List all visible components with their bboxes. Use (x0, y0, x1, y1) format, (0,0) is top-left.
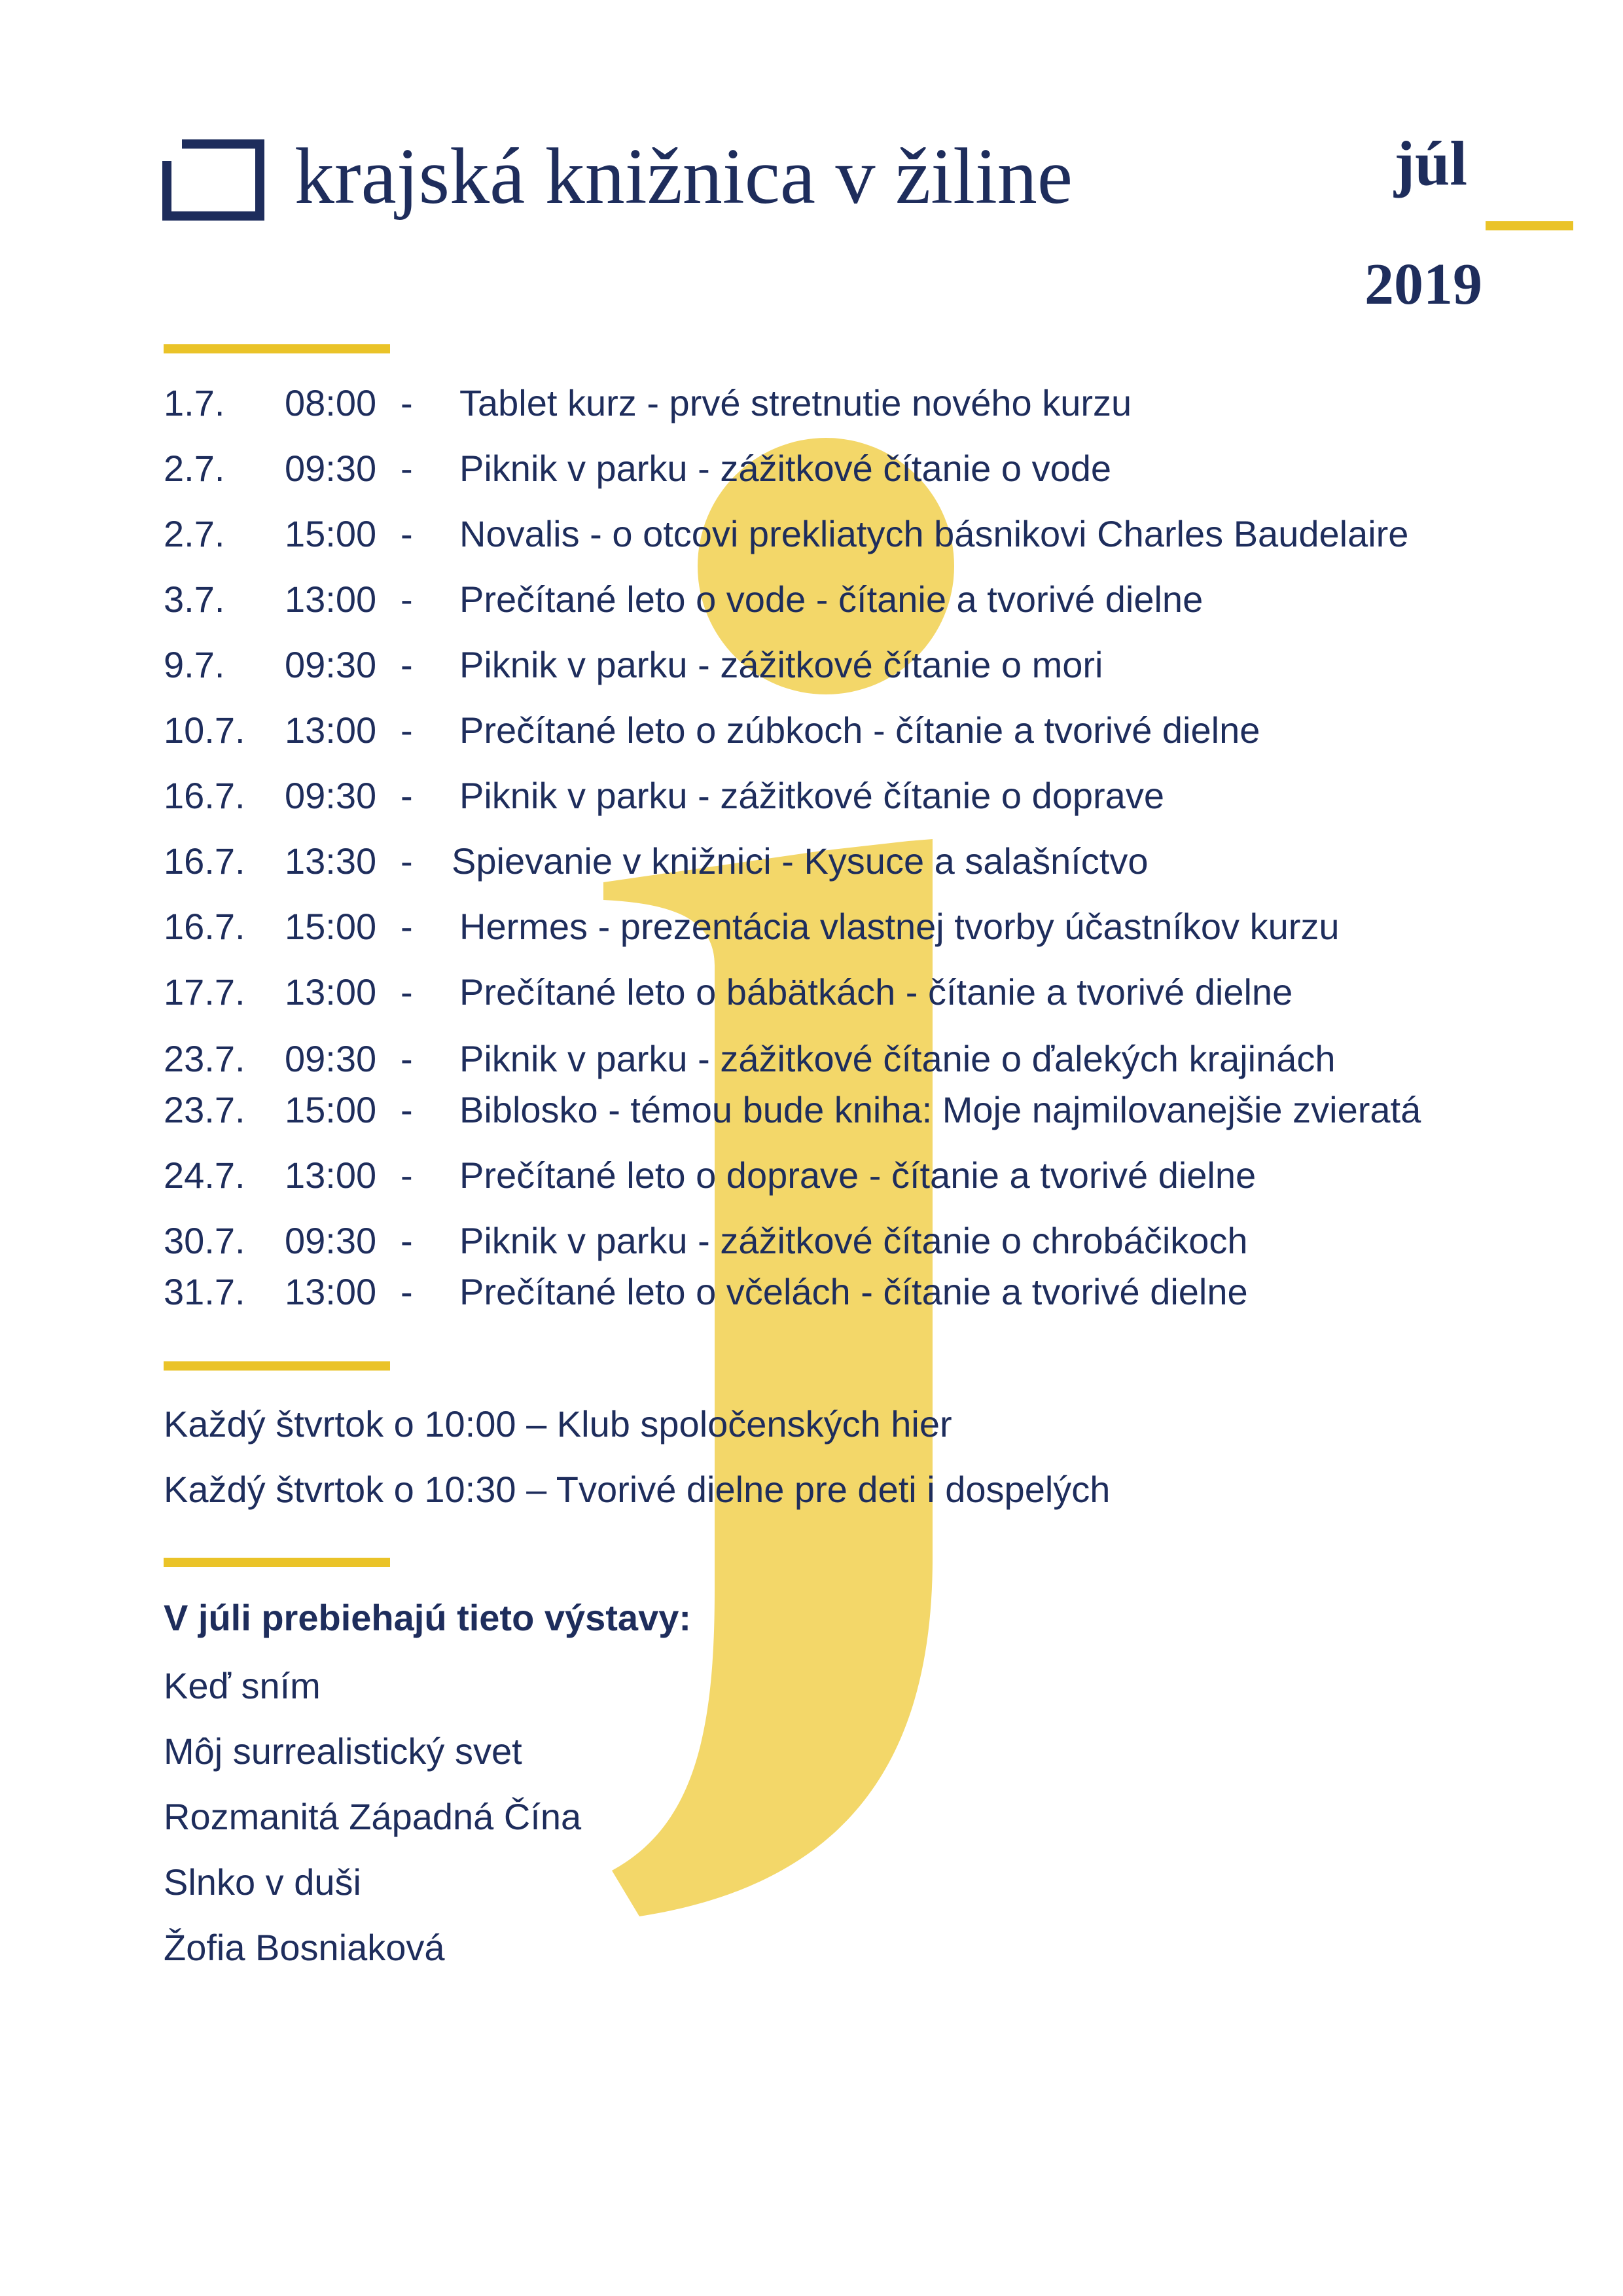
event-time: 13:30 (285, 840, 377, 882)
event-dash: - (401, 1155, 413, 1196)
exhibition-item: Žofia Bosniaková (164, 1927, 445, 1968)
weekly-event: Každý štvrtok o 10:00 – Klub spoločenských hier (164, 1403, 952, 1444)
event-dash: - (401, 1038, 413, 1079)
event-title: Prečítané leto o včelách - čítanie a tvorivé dielne (459, 1271, 1248, 1312)
event-time: 15:00 (285, 513, 377, 554)
library-name: krajská knižnica v žiline (294, 132, 1073, 221)
weekly-event: Každý štvrtok o 10:30 – Tvorivé dielne pre deti i dospelých (164, 1469, 1111, 1510)
event-title: Prečítané leto o vode - čítanie a tvorivé dielne (459, 579, 1204, 620)
event-time: 09:30 (285, 1038, 377, 1079)
event-dash: - (401, 513, 413, 554)
event-date: 16.7. (164, 775, 245, 816)
event-time: 13:00 (285, 1155, 377, 1196)
event-time: 13:00 (285, 579, 377, 620)
divider-line (164, 1361, 390, 1371)
exhibition-item: Slnko v duši (164, 1861, 361, 1903)
event-date: 9.7. (164, 644, 225, 685)
event-title: Spievanie v knižnici - Kysuce a salašníctvo (452, 840, 1149, 882)
year-label: 2019 (1364, 252, 1482, 317)
event-title: Prečítané leto o bábätkách - čítanie a tvorivé dielne (459, 971, 1293, 1013)
event-title: Piknik v parku - zážitkové čítanie o chrobáčikoch (459, 1220, 1248, 1261)
event-date: 31.7. (164, 1271, 245, 1312)
event-time: 13:00 (285, 1271, 377, 1312)
exhibition-item: Keď sním (164, 1665, 321, 1706)
month-label: júl (1394, 128, 1468, 198)
event-date: 17.7. (164, 971, 245, 1013)
event-title: Biblosko - témou bude kniha: Moje najmilovanejšie zvieratá (459, 1089, 1421, 1130)
event-date: 1.7. (164, 382, 225, 423)
event-date: 2.7. (164, 513, 225, 554)
divider-line (164, 344, 390, 353)
event-title: Novalis - o otcovi prekliatych básnikovi Charles Baudelaire (459, 513, 1409, 554)
event-date: 16.7. (164, 840, 245, 882)
event-dash: - (401, 840, 413, 882)
event-title: Prečítané leto o zúbkoch - čítanie a tvorivé dielne (459, 709, 1260, 751)
event-title: Prečítané leto o doprave - čítanie a tvorivé dielne (459, 1155, 1257, 1196)
event-title: Piknik v parku - zážitkové čítanie o vode (459, 448, 1112, 489)
event-time: 09:30 (285, 644, 377, 685)
event-dash: - (401, 644, 413, 685)
event-date: 2.7. (164, 448, 225, 489)
event-date: 24.7. (164, 1155, 245, 1196)
event-time: 15:00 (285, 1089, 377, 1130)
event-title: Hermes - prezentácia vlastnej tvorby účastníkov kurzu (459, 906, 1340, 947)
event-dash: - (401, 579, 413, 620)
event-title: Piknik v parku - zážitkové čítanie o doprave (459, 775, 1164, 816)
event-dash: - (401, 775, 413, 816)
exhibition-item: Môj surrealistický svet (164, 1731, 522, 1772)
event-date: 23.7. (164, 1038, 245, 1079)
event-date: 10.7. (164, 709, 245, 751)
exhibition-item: Rozmanitá Západná Čína (164, 1796, 582, 1837)
event-title: Tablet kurz - prvé stretnutie nového kurzu (459, 382, 1132, 423)
event-dash: - (401, 1220, 413, 1261)
event-date: 3.7. (164, 579, 225, 620)
event-time: 09:30 (285, 1220, 377, 1261)
event-time: 08:00 (285, 382, 377, 423)
event-time: 09:30 (285, 448, 377, 489)
event-dash: - (401, 448, 413, 489)
event-time: 09:30 (285, 775, 377, 816)
library-logo-icon (162, 139, 265, 221)
event-date: 30.7. (164, 1220, 245, 1261)
event-dash: - (401, 906, 413, 947)
event-dash: - (401, 1271, 413, 1312)
event-dash: - (401, 709, 413, 751)
event-time: 13:00 (285, 971, 377, 1013)
event-title: Piknik v parku - zážitkové čítanie o mori (459, 644, 1103, 685)
event-time: 15:00 (285, 906, 377, 947)
event-dash: - (401, 971, 413, 1013)
month-accent-line (1486, 221, 1573, 230)
event-date: 16.7. (164, 906, 245, 947)
divider-line (164, 1558, 390, 1567)
exhibitions-heading: V júli prebiehajú tieto výstavy: (164, 1597, 692, 1638)
event-dash: - (401, 382, 413, 423)
event-dash: - (401, 1089, 413, 1130)
event-date: 23.7. (164, 1089, 245, 1130)
event-title: Piknik v parku - zážitkové čítanie o ďalekých krajinách (459, 1038, 1336, 1079)
event-time: 13:00 (285, 709, 377, 751)
